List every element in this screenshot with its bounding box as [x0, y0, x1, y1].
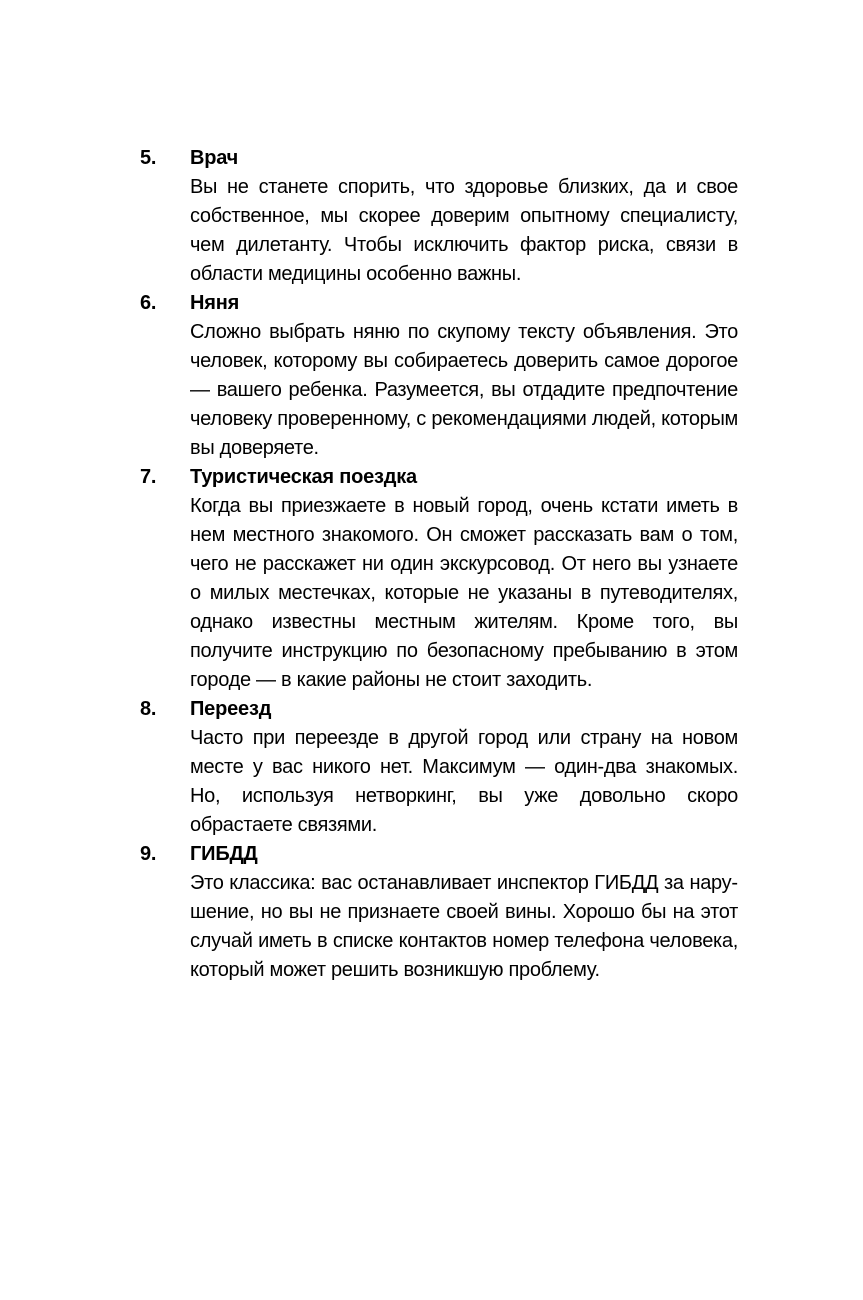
item-number: 5. [140, 147, 157, 169]
item-body: Вы не станете спорить, что здоровье близких, да и свое собственное, мы скорее доверим опытному специалисту, чем дилетанту. Чтобы исключить фактор риска, связи в области медицины особенно важны. [190, 176, 738, 285]
item-title: ГИБДД [190, 843, 258, 865]
list-item [140, 289, 738, 463]
item-body: Это классика: вас останавливает инспектор ГИБДД за нарушение, но вы не признаете своей вины. Хорошо бы на этот случай иметь в списке контактов номер телефона человека, который может решить возникшую проблему. [190, 872, 738, 981]
item-title: Туристическая поездка [190, 466, 417, 488]
item-number: 6. [140, 292, 157, 314]
list-item [140, 695, 738, 840]
item-title: Врач [190, 147, 239, 169]
item-title: Няня [190, 292, 240, 314]
item-number: 7. [140, 466, 157, 488]
list-item [140, 144, 738, 289]
item-number: 8. [140, 698, 157, 720]
item-body: Часто при переезде в другой город или страну на новом месте у вас никого нет. Максимум — один-два знакомых. Но, используя нетворкинг, вы уже довольно скоро обрастаете связями. [190, 727, 738, 836]
item-body: Когда вы приезжаете в новый город, очень кстати иметь в нем местного знакомого. Он сможет рассказать вам о том, чего не расскажет ни один экскурсовод. От него вы узнаете о милых местечках, которые не указаны в путеводителях, однако известны местным жителям. Кроме того, вы получите инструкцию по безопасному пребыванию в этом городе — в какие районы не стоит заходить. [190, 495, 738, 691]
numbered-list [140, 144, 738, 985]
list-item [140, 840, 738, 985]
item-number: 9. [140, 843, 157, 865]
item-title: Переезд [190, 698, 272, 720]
list-item [140, 463, 738, 695]
item-body: Сложно выбрать няню по скупому тексту объявления. Это человек, которому вы собираетесь доверить самое дорогое — вашего ребенка. Разумеется, вы отдадите предпочтение человеку проверенному, с рекомендациями людей, которым вы доверяете. [190, 321, 738, 459]
